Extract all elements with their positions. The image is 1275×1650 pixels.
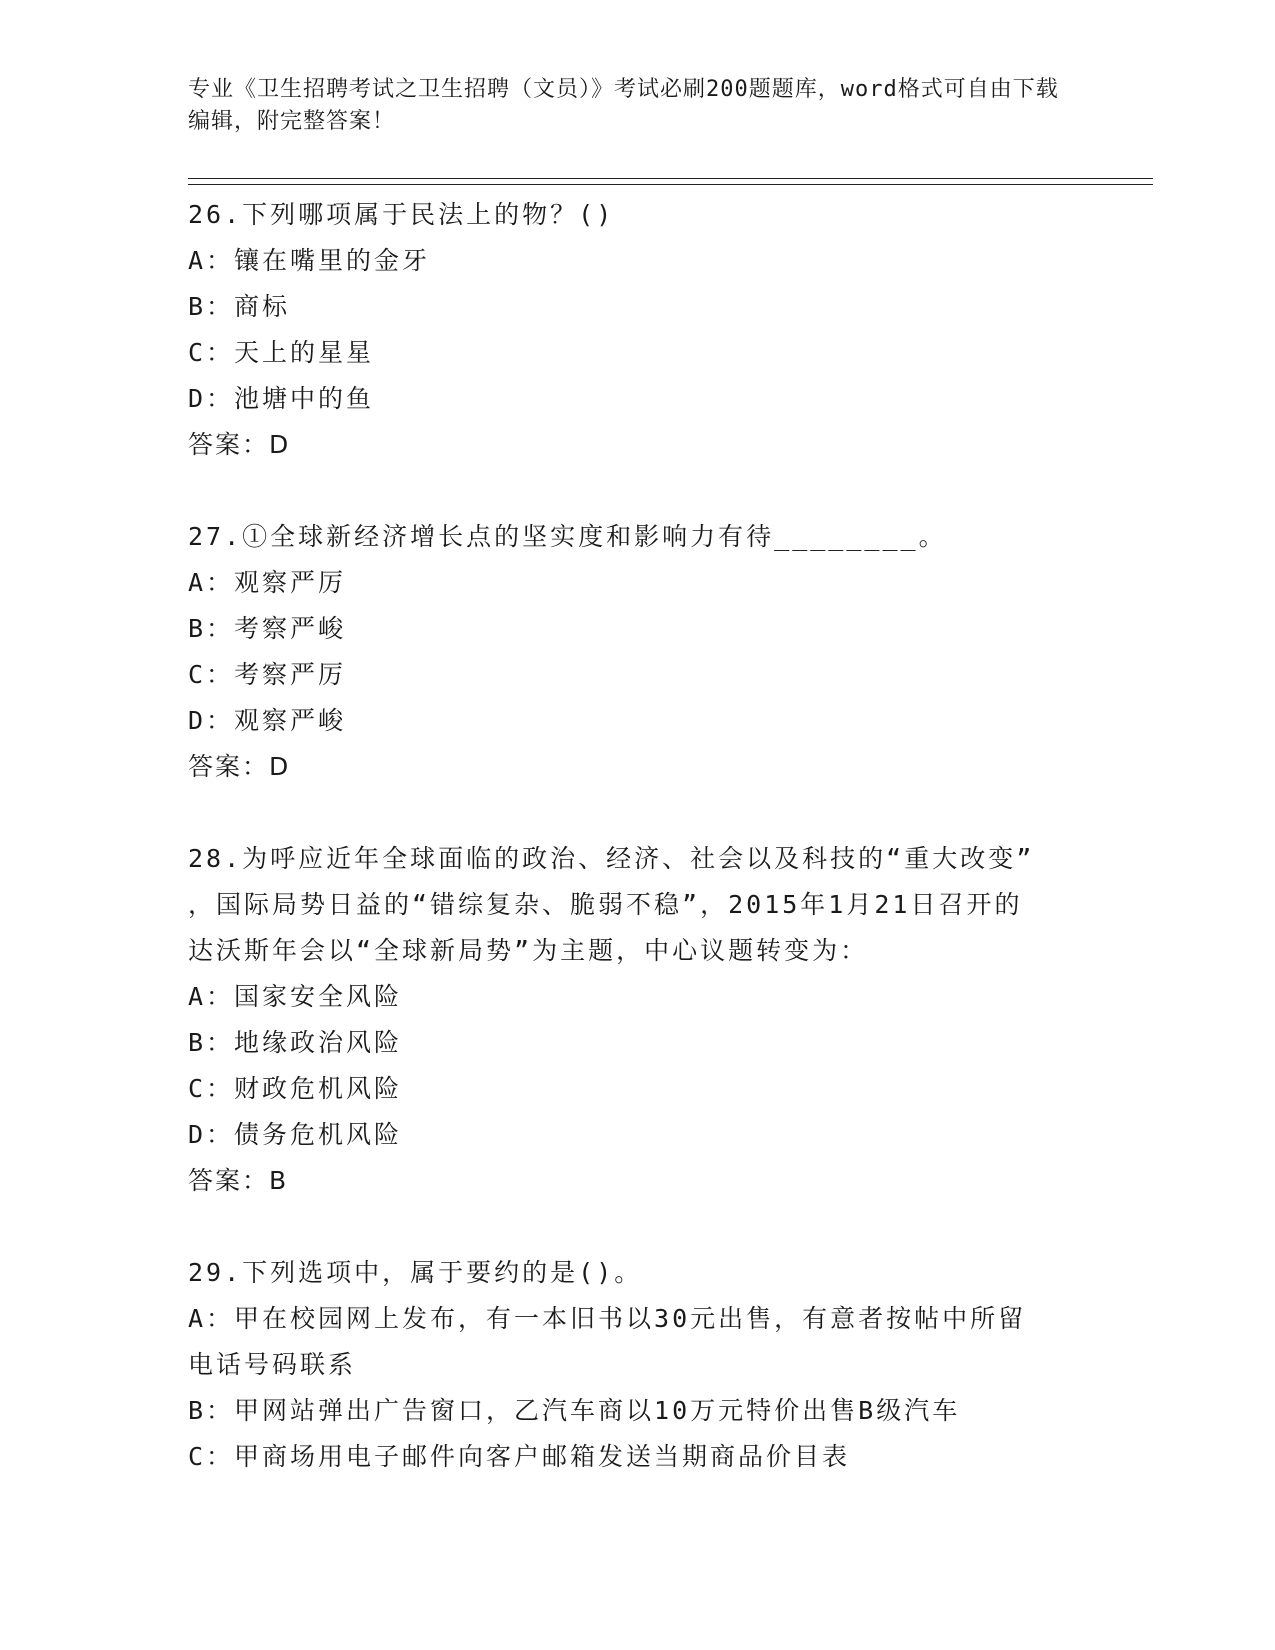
option-d: D：池塘中的鱼 — [188, 384, 375, 413]
document-header — [188, 74, 1068, 138]
option-c: C：甲商场用电子邮件向客户邮箱发送当期商品价目表 — [188, 1442, 851, 1471]
question-29 — [188, 1250, 1088, 1480]
option-c: C：天上的星星 — [188, 338, 375, 367]
question-stem-line-1: 28.为呼应近年全球面临的政治、经济、社会以及科技的“重大改变” — [188, 844, 1035, 873]
question-stem-line-2: ，国际局势日益的“错综复杂、脆弱不稳”，2015年1月21日召开的 — [188, 890, 1023, 919]
question-stem: 27.①全球新经济增长点的坚实度和影响力有待________。 — [188, 522, 947, 551]
question-stem: 26.下列哪项属于民法上的物？() — [188, 200, 615, 229]
option-a: A：甲在校园网上发布，有一本旧书以30元出售，有意者按帖中所留 — [188, 1304, 1027, 1333]
question-27 — [188, 514, 1088, 790]
answer-text: 答案：B — [188, 1166, 289, 1195]
header-divider-top — [188, 178, 1153, 179]
option-a: A：镶在嘴里的金牙 — [188, 246, 431, 275]
header-divider-bottom — [188, 184, 1153, 185]
option-b: B：考察严峻 — [188, 614, 347, 643]
option-d: D：债务危机风险 — [188, 1120, 403, 1149]
option-b: B：商标 — [188, 292, 291, 321]
option-c: C：财政危机风险 — [188, 1074, 403, 1103]
answer-text: 答案：D — [188, 430, 291, 459]
question-28 — [188, 836, 1088, 1204]
document-title: 专业《卫生招聘考试之卫生招聘（文员）》考试必刷200题题库，word格式可自由下载编辑，附完整答案！ — [188, 77, 1059, 134]
option-b: B：地缘政治风险 — [188, 1028, 403, 1057]
question-26 — [188, 192, 1088, 468]
option-b: B：甲网站弹出广告窗口，乙汽车商以10万元特价出售B级汽车 — [188, 1396, 961, 1425]
option-a-continued: 电话号码联系 — [188, 1350, 357, 1379]
answer-text: 答案：D — [188, 752, 291, 781]
question-list — [188, 192, 1088, 1480]
option-a: A：观察严厉 — [188, 568, 347, 597]
option-c: C：考察严厉 — [188, 660, 347, 689]
question-stem: 29.下列选项中，属于要约的是()。 — [188, 1258, 643, 1287]
option-a: A：国家安全风险 — [188, 982, 403, 1011]
question-stem-line-3: 达沃斯年会以“全球新局势”为主题，中心议题转变为： — [188, 936, 869, 965]
option-d: D：观察严峻 — [188, 706, 347, 735]
